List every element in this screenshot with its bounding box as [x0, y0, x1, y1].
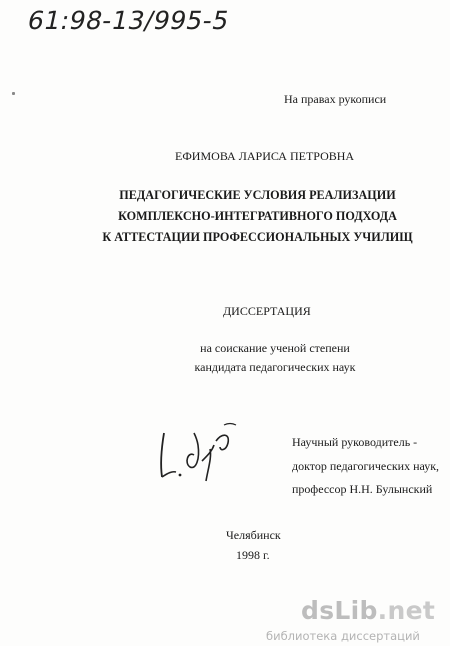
title-line: ПЕДАГОГИЧЕСКИЕ УСЛОВИЯ РЕАЛИЗАЦИИ [119, 188, 396, 202]
title-line: К АТТЕСТАЦИИ ПРОФЕССИОНАЛЬНЫХ УЧИЛИЩ [102, 230, 413, 244]
degree-line: кандидата педагогических наук [194, 360, 356, 374]
city: Челябинск [226, 528, 281, 542]
dslib-logo [301, 596, 435, 625]
logo-left-text: dsLib [301, 596, 378, 625]
degree-line: на соискание ученой степени [200, 341, 350, 355]
scan-speck [12, 92, 15, 95]
dslib-watermark [0, 596, 450, 646]
document-type: ДИССЕРТАЦИЯ [223, 304, 311, 318]
watermark-subtitle: библиотека диссертаций [266, 629, 420, 643]
supervisor-line: доктор педагогических наук, [292, 458, 440, 473]
logo-right-text: .net [377, 596, 436, 625]
author-name: ЕФИМОВА ЛАРИСА ПЕТРОВНА [175, 149, 355, 163]
degree-statement [175, 339, 375, 377]
supervisor-line: Научный руководитель - [292, 435, 418, 449]
rights-note: На правах рукописи [284, 92, 387, 106]
dissertation-title [100, 185, 415, 248]
year: 1998 г. [236, 548, 270, 562]
handwritten-catalog-number: 61:98-13/995-5 [24, 6, 233, 35]
handwritten-signature [150, 415, 260, 495]
title-line: КОМПЛЕКСНО-ИНТЕГРАТИВНОГО ПОДХОДА [118, 209, 397, 223]
scientific-supervisor [292, 431, 439, 502]
supervisor-line: профессор Н.Н. Булынский [292, 482, 433, 496]
